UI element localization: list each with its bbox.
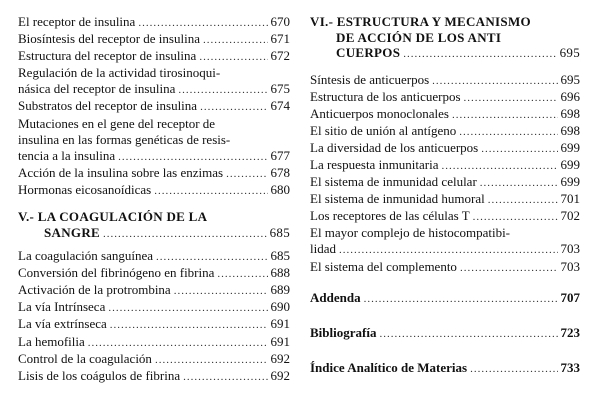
leader-dots bbox=[217, 266, 267, 282]
toc-entry-title: Substratos del receptor de insulina bbox=[18, 98, 198, 114]
toc-entry bbox=[18, 248, 290, 265]
leader-dots bbox=[88, 335, 268, 351]
toc-entry-title: Lisis de los coágulos de fibrina bbox=[18, 367, 181, 383]
toc-entry-line: Mutaciones en el gene del receptor de bbox=[18, 115, 216, 131]
toc-entry bbox=[310, 208, 580, 225]
toc-entry-title: Estructura del receptor de insulina bbox=[18, 48, 197, 64]
toc-entry-final-line bbox=[310, 72, 580, 89]
toc-entry-final-line bbox=[18, 299, 290, 316]
toc-entry-page: 701 bbox=[560, 191, 580, 207]
toc-entry-line: Regulación de la actividad tirosinoqui- bbox=[18, 65, 221, 81]
section-v-title-text: SANGRE bbox=[44, 224, 100, 240]
toc-entry-title: Biosíntesis del receptor de insulina bbox=[18, 31, 200, 47]
leader-dots bbox=[203, 32, 268, 48]
toc-entry-page: 707 bbox=[560, 289, 580, 305]
leader-dots bbox=[379, 326, 557, 342]
toc-entry-page: 703 bbox=[560, 258, 580, 274]
toc-entry-title: Estructura de los anticuerpos bbox=[310, 88, 461, 104]
leader-dots bbox=[432, 73, 557, 89]
toc-entry-page: 695 bbox=[560, 71, 580, 87]
toc-entry-page: 699 bbox=[560, 174, 580, 190]
toc-entry-final-line bbox=[310, 106, 580, 123]
toc-entry-final-line bbox=[310, 241, 580, 258]
toc-entry-title: La respuesta inmunitaria bbox=[310, 156, 439, 172]
toc-entry-title: La vía Intrínseca bbox=[18, 299, 106, 315]
leader-dots bbox=[110, 317, 268, 333]
toc-entry-page: 680 bbox=[270, 181, 290, 197]
toc-entry-final-line bbox=[18, 14, 290, 31]
leader-dots bbox=[488, 192, 558, 208]
toc-entry bbox=[18, 282, 290, 299]
section-vi-title-line3 bbox=[310, 45, 580, 63]
toc-entry-title: La diversidad de los anticuerpos bbox=[310, 139, 479, 155]
toc-entry bbox=[18, 98, 290, 115]
toc-entry bbox=[18, 14, 290, 31]
toc-entry-title: La vía extrínseca bbox=[18, 316, 107, 332]
toc-entry-title: tencia a la insulina bbox=[18, 147, 116, 163]
section-vi-page: 695 bbox=[559, 45, 580, 60]
section-v-heading bbox=[18, 209, 290, 242]
toc-entry bbox=[18, 65, 290, 98]
leader-dots bbox=[108, 300, 267, 316]
toc-entry-title: El sistema del complemento bbox=[310, 258, 457, 274]
toc-entry-final-line bbox=[18, 48, 290, 65]
toc-entry-final-line bbox=[310, 140, 580, 157]
toc-entry bbox=[310, 174, 580, 191]
leader-dots bbox=[442, 158, 558, 174]
toc-entry-page: 671 bbox=[270, 31, 290, 47]
toc-entry-title: Síntesis de anticuerpos bbox=[310, 71, 430, 87]
toc-entry bbox=[310, 123, 580, 140]
toc-right-column bbox=[310, 14, 580, 377]
toc-entry bbox=[18, 265, 290, 282]
toc-entry-page: 733 bbox=[560, 359, 580, 375]
leader-dots bbox=[403, 47, 556, 63]
toc-entry bbox=[310, 290, 580, 307]
section-vi-heading bbox=[310, 14, 580, 63]
toc-entry-title: Conversión del fibrinógeno en fibrina bbox=[18, 265, 215, 281]
toc-entry-line: El mayor complejo de histocompatibi- bbox=[310, 225, 511, 241]
toc-entry bbox=[310, 325, 580, 342]
section-v-title-line2 bbox=[18, 225, 290, 243]
toc-entry bbox=[18, 368, 290, 385]
leader-dots bbox=[199, 49, 267, 65]
toc-entry-title: Los receptores de las células T bbox=[310, 208, 470, 224]
toc-entry-title: Activación de la protrombina bbox=[18, 282, 171, 298]
toc-entry bbox=[18, 31, 290, 48]
toc-entry-line: insulina en las formas genéticas de resis- bbox=[18, 131, 231, 147]
toc-entry-final-line bbox=[18, 98, 290, 115]
toc-entry-final-line bbox=[18, 182, 290, 199]
leader-dots bbox=[460, 260, 558, 276]
toc-entry-title: El sistema de inmunidad humoral bbox=[310, 191, 485, 207]
toc-entry-final-line bbox=[18, 148, 290, 165]
toc-entry-title: La hemofilia bbox=[18, 333, 85, 349]
toc-entry-final-line bbox=[310, 174, 580, 191]
section-v-title-line1: V.- LA COAGULACIÓN DE LA bbox=[18, 209, 208, 225]
toc-entry bbox=[18, 351, 290, 368]
leader-dots bbox=[464, 90, 558, 106]
toc-entry-page: 699 bbox=[560, 139, 580, 155]
toc-entry-page: 702 bbox=[560, 208, 580, 224]
leader-dots bbox=[118, 149, 267, 165]
leader-dots bbox=[155, 352, 268, 368]
leader-dots bbox=[364, 291, 558, 307]
toc-entry bbox=[310, 72, 580, 89]
toc-entry-final-line bbox=[310, 157, 580, 174]
toc-entry bbox=[18, 182, 290, 199]
toc-entry-title: Anticuerpos monoclonales bbox=[310, 105, 449, 121]
leader-dots bbox=[481, 141, 557, 157]
toc-entry-final-line bbox=[310, 360, 580, 377]
toc-entry-final-line bbox=[18, 334, 290, 351]
toc-entry-page: 672 bbox=[270, 48, 290, 64]
toc-entry bbox=[310, 259, 580, 276]
toc-entry-title: lidad bbox=[310, 241, 336, 257]
section-vi-title-text: CUERPOS bbox=[336, 45, 401, 60]
toc-entry-title: Acción de la insulina sobre las enzimas bbox=[18, 164, 224, 180]
toc-entry bbox=[310, 157, 580, 174]
leader-dots bbox=[103, 227, 267, 243]
back-matter-entries bbox=[310, 290, 580, 377]
toc-entry-page: 688 bbox=[270, 265, 290, 281]
leader-dots bbox=[226, 166, 267, 182]
toc-entry-title: El sitio de unión al antígeno bbox=[310, 122, 457, 138]
leader-dots bbox=[156, 249, 268, 265]
toc-entry-page: 723 bbox=[560, 324, 580, 340]
toc-entry-title: El receptor de insulina bbox=[18, 14, 136, 29]
toc-entry-final-line bbox=[18, 368, 290, 385]
toc-entry bbox=[310, 360, 580, 377]
toc-entry-final-line bbox=[310, 123, 580, 140]
toc-entry-page: 698 bbox=[560, 105, 580, 121]
toc-entry-page: 678 bbox=[270, 164, 290, 180]
insulin-entries bbox=[18, 14, 290, 199]
section-vi-title-line2 bbox=[310, 30, 580, 46]
toc-entry-final-line bbox=[310, 290, 580, 307]
section-v-page: 685 bbox=[269, 224, 290, 240]
leader-dots bbox=[154, 183, 267, 199]
toc-entry-final-line bbox=[310, 191, 580, 208]
toc-entry-page: 703 bbox=[560, 241, 580, 257]
toc-entry bbox=[18, 165, 290, 182]
toc-entry-final-line bbox=[310, 208, 580, 225]
toc-entry-final-line bbox=[18, 265, 290, 282]
toc-entry bbox=[310, 106, 580, 123]
toc-entry bbox=[310, 89, 580, 106]
toc-entry-final-line bbox=[18, 351, 290, 368]
leader-dots bbox=[183, 369, 267, 385]
toc-entry-title: Addenda bbox=[310, 289, 361, 305]
toc-entry-title: násica del receptor de insulina bbox=[18, 81, 176, 97]
toc-entry-page: 689 bbox=[270, 282, 290, 298]
toc-entry-page: 674 bbox=[270, 98, 290, 114]
toc-entry-page: 691 bbox=[270, 333, 290, 349]
toc-entry bbox=[18, 48, 290, 65]
toc-entry-final-line bbox=[18, 81, 290, 98]
toc-left-column bbox=[18, 14, 290, 385]
leader-dots bbox=[138, 15, 267, 31]
leader-dots bbox=[480, 175, 558, 191]
toc-entry-title: Índice Analítico de Materias bbox=[310, 359, 468, 375]
toc-entry-page: 699 bbox=[560, 156, 580, 172]
leader-dots bbox=[178, 82, 267, 98]
toc-entry bbox=[18, 299, 290, 316]
toc-entry-title: Control de la coagulación bbox=[18, 350, 152, 366]
toc-entry bbox=[18, 334, 290, 351]
leader-dots bbox=[200, 99, 267, 115]
toc-entry-page: 670 bbox=[270, 14, 290, 29]
toc-entry-title: La coagulación sanguínea bbox=[18, 248, 153, 264]
toc-entry-title: Hormonas eicosanoídicas bbox=[18, 181, 152, 197]
toc-entry-final-line bbox=[18, 282, 290, 299]
antibody-entries bbox=[310, 72, 580, 276]
toc-entry bbox=[310, 140, 580, 157]
toc-entry-title: El sistema de inmunidad celular bbox=[310, 174, 477, 190]
toc-entry-page: 698 bbox=[560, 122, 580, 138]
toc-entry-page: 696 bbox=[560, 88, 580, 104]
toc-entry-final-line bbox=[18, 165, 290, 182]
leader-dots bbox=[452, 107, 558, 123]
section-vi-title-line1: VI.- ESTRUCTURA Y MECANISMO bbox=[310, 14, 531, 29]
toc-entry-page: 685 bbox=[270, 248, 290, 264]
coagulation-entries bbox=[18, 248, 290, 385]
toc-entry-final-line bbox=[18, 248, 290, 265]
toc-entry bbox=[310, 191, 580, 208]
leader-dots bbox=[470, 361, 557, 377]
section-vi-title-line2-text: DE ACCIÓN DE LOS ANTI bbox=[336, 29, 502, 45]
toc-entry-page: 692 bbox=[270, 350, 290, 366]
toc-entry-final-line bbox=[18, 316, 290, 333]
toc-entry-final-line bbox=[310, 259, 580, 276]
toc-entry bbox=[310, 225, 580, 258]
toc-entry-page: 692 bbox=[270, 367, 290, 383]
toc-entry-page: 690 bbox=[270, 299, 290, 315]
leader-dots bbox=[174, 283, 268, 299]
toc-entry bbox=[18, 116, 290, 165]
toc-entry-page: 691 bbox=[270, 316, 290, 332]
leader-dots bbox=[473, 209, 558, 225]
toc-entry bbox=[18, 316, 290, 333]
toc-entry-page: 677 bbox=[270, 147, 290, 163]
toc-entry-title: Bibliografía bbox=[310, 324, 377, 340]
toc-entry-final-line bbox=[18, 31, 290, 48]
toc-entry-page: 675 bbox=[270, 81, 290, 97]
toc-entry-final-line bbox=[310, 325, 580, 342]
leader-dots bbox=[339, 242, 558, 258]
leader-dots bbox=[459, 124, 557, 140]
toc-entry-final-line bbox=[310, 89, 580, 106]
